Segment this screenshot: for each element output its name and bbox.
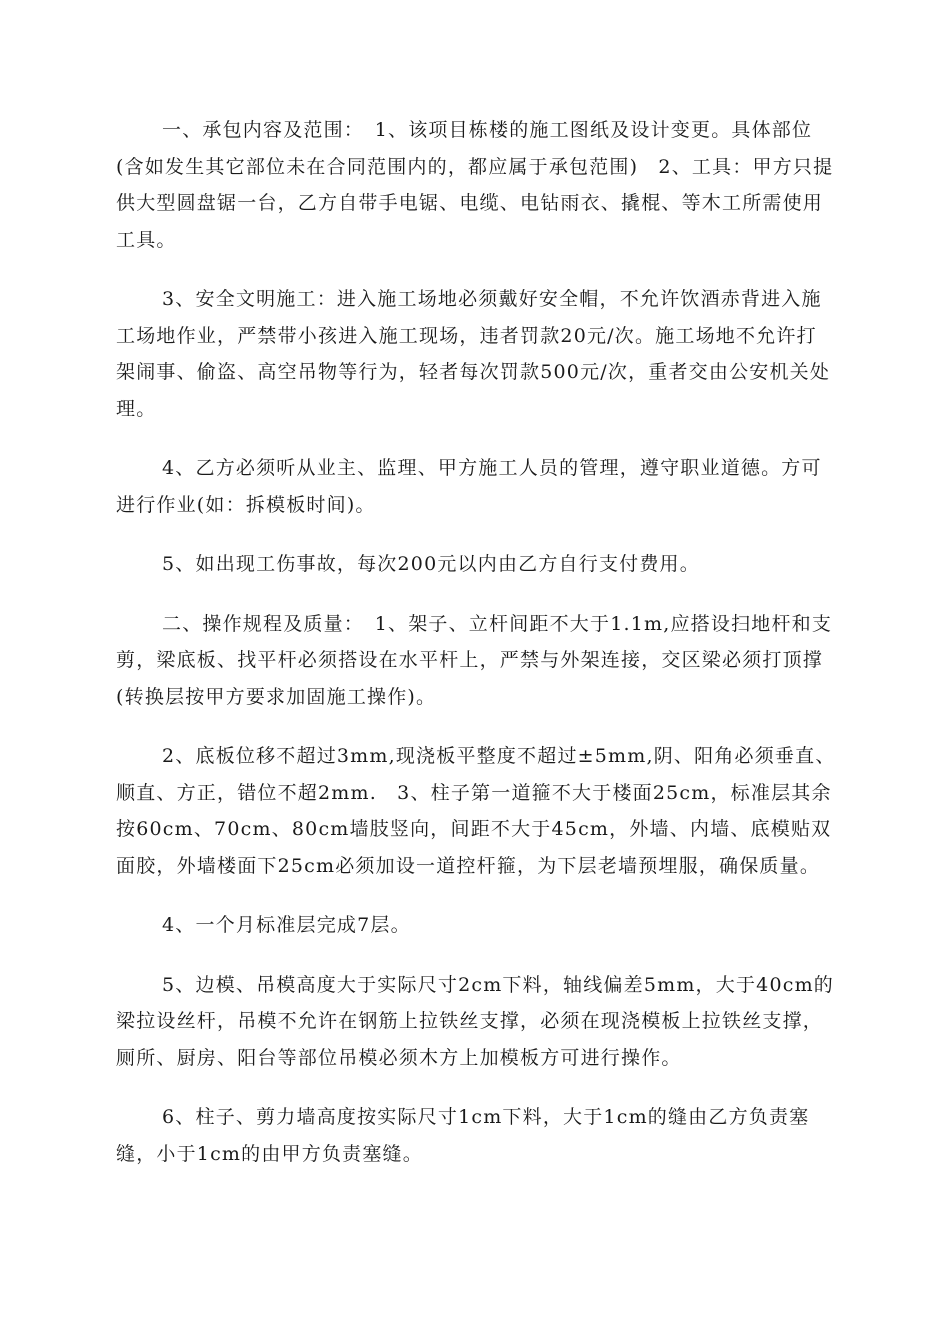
paragraph-management: 4、乙方必须听从业主、监理、甲方施工人员的管理，遵守职业道德。方可进行作业(如：拆模板时间)。 [116, 457, 822, 516]
paragraph-columns: 6、柱子、剪力墙高度按实际尺寸1cm下料，大于1cm的缝由乙方负责塞缝，小于1cm的由甲方负责塞缝。 [116, 1106, 810, 1165]
paragraph-injury: 5、如出现工伤事故，每次200元以内由乙方自行支付费用。 [162, 553, 700, 575]
paragraph-contract-scope: 一、承包内容及范围： 1、该项目栋楼的施工图纸及设计变更。具体部位(含如发生其它部位未在合同范围内的，都应属于承包范围) 2、工具：甲方只提供大型圆盘锯一台，乙方自带手电锯、电缆、电钻雨衣、撬棍、等木工所需使用工具。 [116, 119, 834, 251]
document-body [116, 112, 836, 1195]
paragraph-operation-rules: 二、操作规程及质量： 1、架子、立杆间距不大于1.1m,应搭设扫地杆和支剪，梁底板、找平杆必须搭设在水平杆上，严禁与外架连接，交区梁必须打顶撑(转换层按甲方要求加固施工操作)。 [116, 612, 833, 708]
paragraph-bottom-plate: 2、底板位移不超过3mm,现浇板平整度不超过±5mm,阴、阳角必须垂直、顺直、方正，错位不超2mm. 3、柱子第一道箍不大于楼面25cm，标准层其余按60cm、70cm、80cm墙肢竖向，间距不大于45cm，外墙、内墙、底模贴双面胶，外墙楼面下25cm必须加设一道控杆箍，为下层老墙预埋服，确保质量。 [116, 745, 836, 877]
paragraph-side-forms: 5、边模、吊模高度大于实际尺寸2cm下料，轴线偏差5mm，大于40cm的梁拉设丝杆，吊模不允许在钢筋上拉铁丝支撑，必须在现浇模板上拉铁丝支撑，厕所、厨房、阳台等部位吊模必须木方上加模板方可进行操作。 [116, 973, 834, 1069]
paragraph-safety: 3、安全文明施工：进入施工场地必须戴好安全帽，不允许饮酒赤背进入施工场地作业，严禁带小孩进入施工现场，违者罚款20元/次。施工场地不允许打架闹事、偷盗、高空吊物等行为，轻者每次罚款500元/次，重者交由公安机关处理。 [116, 288, 831, 420]
paragraph-schedule: 4、一个月标准层完成7层。 [162, 914, 411, 936]
